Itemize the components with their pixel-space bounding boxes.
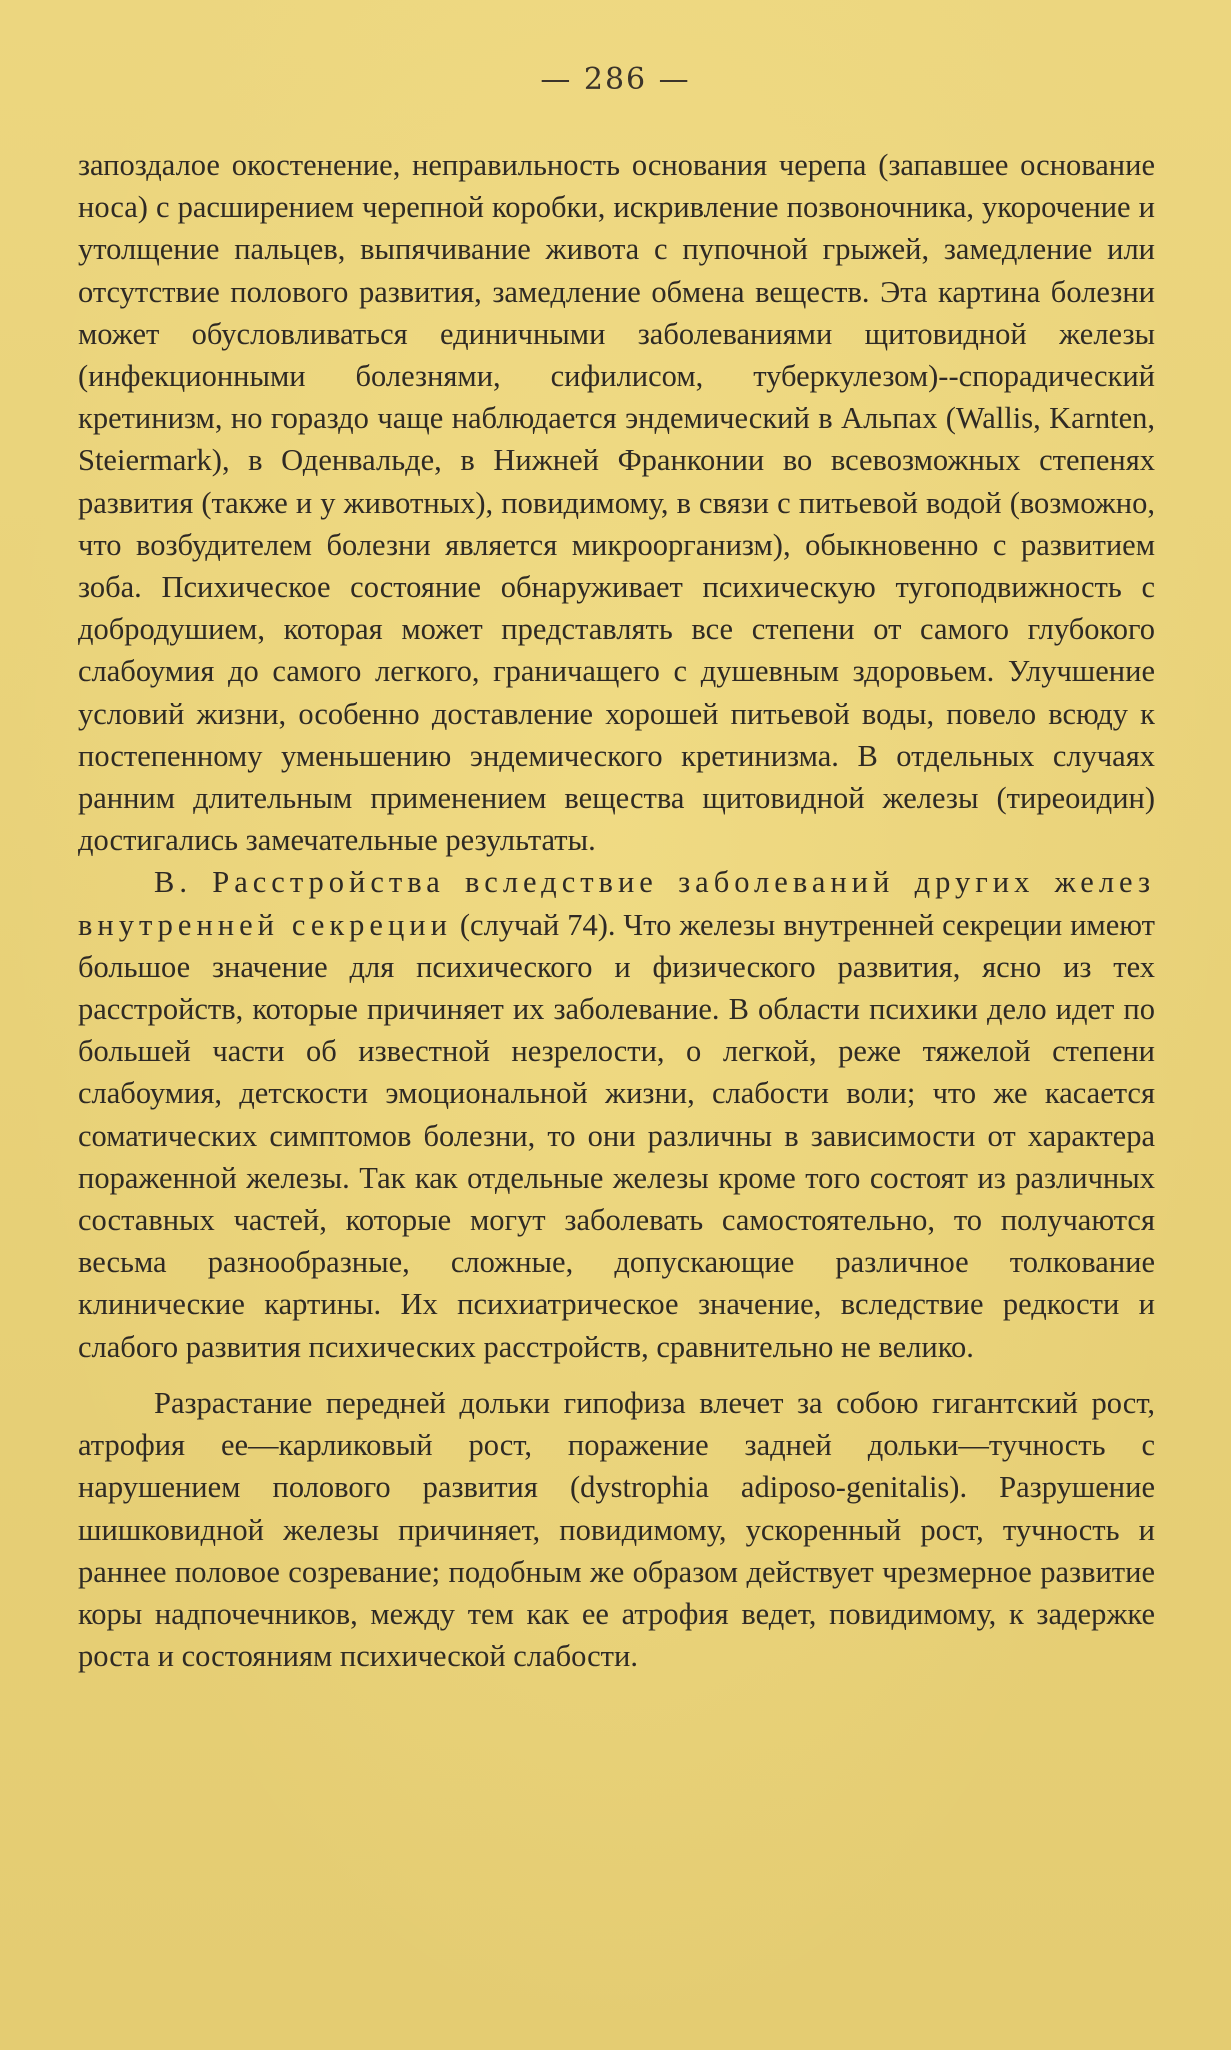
paragraph-endocrine-disorders bbox=[78, 861, 1155, 1367]
section-heading: В. Расстройства вследствие заболеваний других желез внутренней секреции bbox=[78, 865, 1155, 942]
paragraph-cretinism: запоздалое окостенение, неправильность основания черепа (запавшее основание носа) с расширением черепной коробки, искривление позвоночника, укорочение и утолщение пальцев, выпячивание живота с пупочной грыжей, замедление или отсутствие полового развития, замедление обмена веществ. Эта картина болезни может обусловливаться единичными заболеваниями щитовидной железы (инфекционными болезнями, сифилисом, туберкулезом)--спорадический кретинизм, но гораздо чаще наблюдается эндемический в Альпах (Wallis, Karnten, Steiermark), в Оденвальде, в Нижней Франконии во всевозможных степенях развития (также и у животных), повидимому, в связи с питьевой водой (возможно, что возбудителем болезни является микроорганизм), обыкновенно с развитием зоба. Психическое состояние обнаруживает психическую тугоподвижность с добродушием, которая может представлять все степени от самого глубокого слабоумия до самого легкого, граничащего с душевным здоровьем. Улучшение условий жизни, особенно доставление хорошей питьевой воды, повело всюду к постепенному уменьшению эндемического кретинизма. В отдельных случаях ранним длительным применением вещества щитовидной железы (тиреоидин) достигались замечательные результаты. bbox=[78, 148, 1155, 858]
paragraph-endocrine-text: (случай 74). Что железы внутренней секреции имеют большое значение для психического и физического развития, ясно из тех расстройств, которые причиняет их заболевание. В области психики дело идет по большей части об известной незрелости, о легкой, реже тяжелой степени слабоумия, детскости эмоциональной жизни, слабости воли; что же касается соматических симптомов болезни, то они различны в зависимости от характера пораженной железы. Так как отдельные железы кроме того состоят из различных составных частей, которые могут заболевать самостоятельно, то получаются весьма разнообразные, сложные, допускающие различное толкование клинические картины. Их психиатрическое значение, вследствие редкости и слабого развития психических расстройств, сравнительно не велико. bbox=[78, 907, 1155, 1364]
body-text bbox=[78, 144, 1155, 1677]
paragraph-hypophysis: Разрастание передней дольки гипофиза влечет за собою гигантский рост, атрофия ее—карликовый рост, поражение задней дольки—тучность с нарушением полового развития (dystrophia adiposo-genitalis). Разрушение шишковидной железы причиняет, повидимому, ускоренный рост, тучность и раннее половое созревание; подобным же образом действует чрезмерное развитие коры надпочечников, между тем как ее атрофия ведет, повидимому, к задержке роста и состояниям психической слабости. bbox=[78, 1385, 1155, 1674]
page-number: — 286 — bbox=[540, 62, 691, 97]
